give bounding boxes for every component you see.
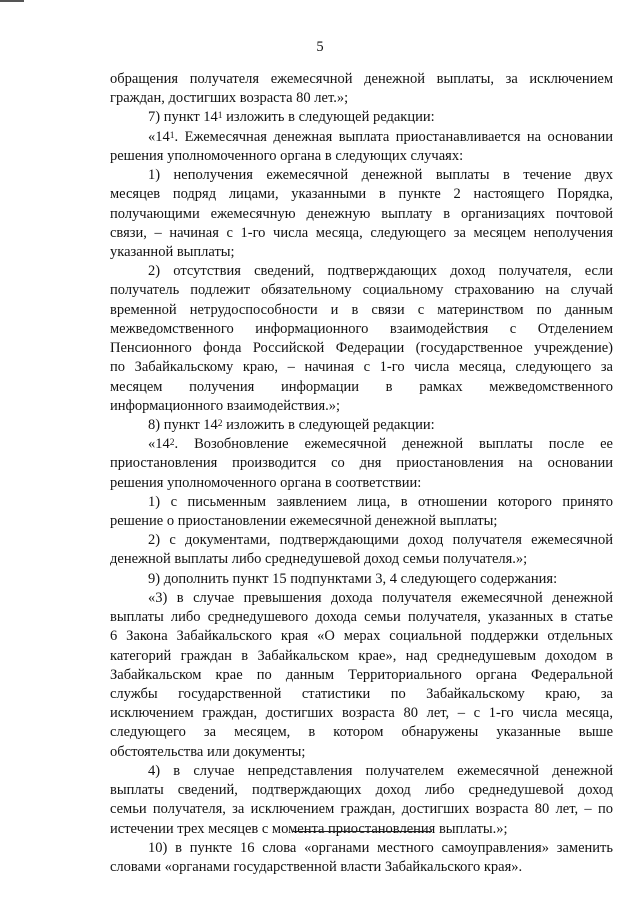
line-text-before-superscript: 8) пункт 14 — [148, 416, 218, 433]
superscript-index: 2 — [217, 418, 223, 429]
text-line-l40: истечении трех месяцев с момента приостановления выплаты.»; — [110, 820, 508, 837]
text-line-l41: 10) в пункте 16 слова «органами местного самоуправления» заменить — [148, 839, 613, 856]
text-line-l29: выплаты либо среднедушевого дохода семьи получателя, указанных в статье — [110, 609, 613, 626]
superscript-index: 2 — [169, 438, 175, 449]
text-line-l28: «3) в случае превышения дохода получателя ежемесячной денежной — [148, 589, 613, 606]
end-divider-line — [292, 831, 432, 832]
text-line-l22: решения уполномоченного органа в соответствии: — [110, 474, 422, 491]
text-line-l31: категорий граждан в Забайкальском крае», над среднедушевым доходом в — [110, 647, 613, 664]
text-line-l10: указанной выплаты; — [110, 243, 235, 260]
text-line-l17: месяцем получения информации в рамках межведомственного — [110, 378, 613, 395]
text-line-l35: следующего за месяцем, в котором обнаружены указанные выше — [110, 724, 613, 741]
text-line-l26: денежной выплаты либо среднедушевой доход семьи получателя.»; — [110, 551, 528, 568]
superscript-index: 1 — [169, 130, 175, 141]
text-line-l4 — [110, 128, 613, 147]
line-text-before-superscript: «14 — [148, 436, 170, 453]
page-number: 5 — [316, 39, 324, 55]
text-line-l2: граждан, достигших возраста 80 лет.»; — [110, 90, 349, 107]
text-line-l8: получающими ежемесячную денежную выплату в организациях почтовой — [110, 205, 613, 222]
text-line-l20 — [110, 435, 613, 454]
text-line-l5: решения уполномоченного органа в следующих случаях: — [110, 147, 464, 164]
scan-corner-mark — [0, 0, 24, 2]
text-line-l30: 6 Закона Забайкальского края «О мерах социальной поддержки отдельных — [110, 628, 613, 645]
text-line-l14: межведомственного информационного взаимодействия с Отделением — [110, 320, 613, 337]
line-text-before-superscript: 7) пункт 14 — [148, 109, 218, 126]
text-line-l12: получатель подлежит обязательному социальному страхованию на случай — [110, 282, 613, 299]
text-line-l38: выплаты сведений, подтверждающих доход либо среднедушевой доход — [110, 782, 613, 799]
text-line-l15: Пенсионного фонда Российской Федерации (государственное учреждение) — [110, 340, 613, 357]
text-line-l37: 4) в случае непредставления получателем ежемесячной денежной — [148, 762, 613, 779]
text-line-l27: 9) дополнить пункт 15 подпунктами 3, 4 следующего содержания: — [148, 570, 558, 587]
text-line-l1: обращения получателя ежемесячной денежной выплаты, за исключением — [110, 71, 613, 87]
line-text-after-superscript: изложить в следующей редакции: — [222, 109, 435, 126]
line-text-after-superscript: . Ежемесячная денежная выплата приостанавливается на основании — [174, 128, 613, 145]
superscript-index: 1 — [217, 111, 223, 122]
text-line-l11: 2) отсутствия сведений, подтверждающих доход получателя, если — [148, 263, 613, 280]
text-line-l6: 1) неполучения ежемесячной денежной выплаты в течение двух — [148, 167, 613, 184]
text-line-l7: месяцев подряд лицами, указанными в пункте 2 настоящего Порядка, — [110, 186, 613, 203]
line-text-before-superscript: «14 — [148, 128, 170, 145]
text-line-l36: обстоятельства или документы; — [110, 743, 306, 760]
text-line-l9: связи, – начиная с 1-го числа месяца, следующего за месяцем неполучения — [110, 224, 613, 241]
text-line-l42: словами «органами государственной власти Забайкальского края». — [110, 858, 523, 875]
text-line-l33: службы государственной статистики по Забайкальскому краю, за — [110, 686, 613, 702]
text-line-l25: 2) с документами, подтверждающими доход получателя ежемесячной — [148, 532, 613, 549]
line-text-after-superscript: изложить в следующей редакции: — [222, 416, 435, 433]
text-line-l19 — [110, 416, 613, 435]
text-line-l23: 1) с письменным заявлением лица, в отношении которого принято — [148, 493, 613, 510]
text-line-l18: информационного взаимодействия.»; — [110, 397, 341, 414]
text-line-l13: временной нетрудоспособности и в связи с материнством по данным — [110, 301, 613, 318]
text-line-l24: решение о приостановлении ежемесячной денежной выплаты; — [110, 513, 498, 530]
document-body — [110, 70, 613, 877]
text-line-l39: семьи получателя, за исключением граждан, достигших возраста 80 лет, – по — [110, 801, 613, 818]
line-text-after-superscript: . Возобновление ежемесячной денежной выплаты после ее — [174, 436, 613, 453]
text-line-l16: по Забайкальскому краю, – начиная с 1-го числа месяца, следующего за — [110, 359, 613, 376]
text-line-l3 — [110, 108, 613, 127]
text-line-l21: приостановления производится со дня приостановления на основании — [110, 455, 613, 472]
text-line-l32: Забайкальском крае по данным Территориального органа Федеральной — [110, 666, 613, 683]
text-line-l34: исключением граждан, достигших возраста 80 лет, – с 1-го числа месяца, — [110, 705, 613, 722]
